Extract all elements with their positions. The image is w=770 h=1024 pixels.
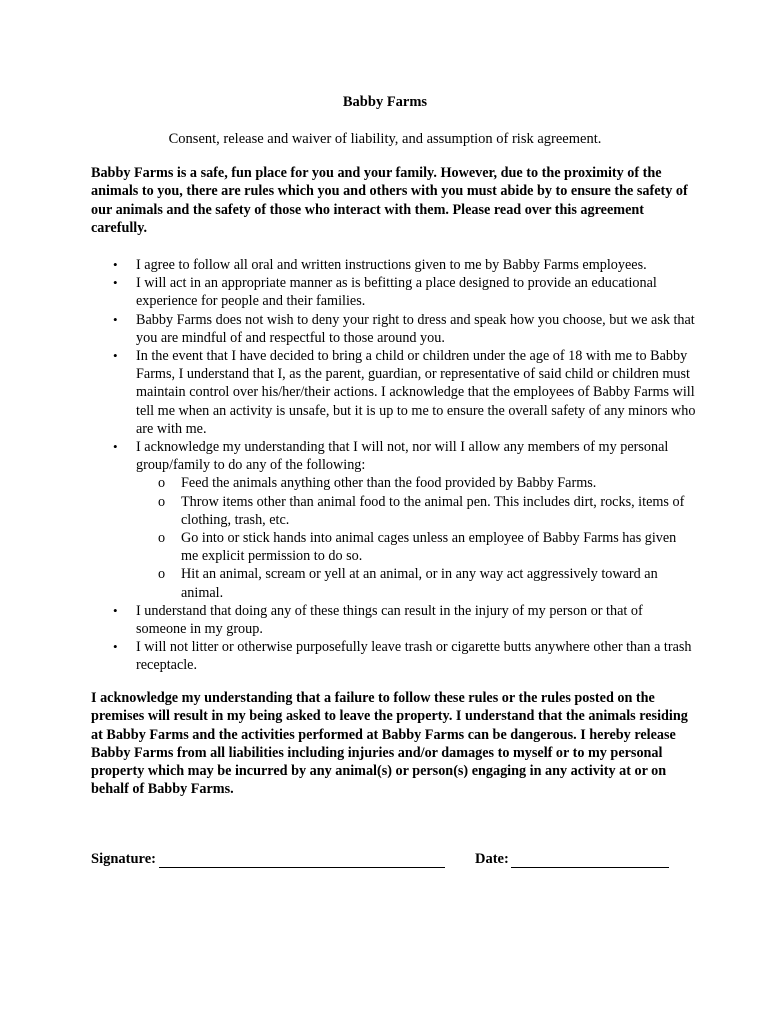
- bullet-icon: •: [113, 275, 118, 291]
- subrule-item: [158, 529, 696, 565]
- subrule-item: [158, 565, 696, 601]
- document-subtitle: Consent, release and waiver of liability, and assumption of risk agreement.: [168, 131, 602, 147]
- rule-text: I will act in an appropriate manner as is befitting a place designed to provide an educational experience for people and their families.: [136, 275, 657, 310]
- rule-item: [113, 638, 696, 674]
- circle-bullet-icon: o: [158, 493, 166, 510]
- subrules-list: [158, 474, 696, 601]
- rule-item: [113, 602, 696, 638]
- rule-item: [113, 256, 696, 274]
- rule-item: [113, 347, 696, 438]
- bullet-icon: •: [113, 439, 118, 455]
- signature-label: Signature:: [91, 851, 156, 867]
- bullet-icon: •: [113, 257, 118, 272]
- rule-text: I agree to follow all oral and written instructions given to me by Babby Farms employees.: [136, 257, 647, 273]
- circle-bullet-icon: o: [158, 530, 166, 547]
- subrule-item: [158, 493, 696, 529]
- circle-bullet-icon: o: [158, 475, 166, 492]
- rule-text: I acknowledge my understanding that I will not, nor will I allow any members of my personal group/family to do any of the following:: [136, 439, 669, 474]
- rule-text: In the event that I have decided to bring a child or children under the age of 18 with me to Babby Farms, I understand that I, as the parent, guardian, or representative of said child or children must maintain control over his/her/their actions. I acknowledge that the employees of Babby Farms will tell me when an activity is unsafe, but it is up to me to ensure the overall safety of any minors who are with me.: [136, 348, 696, 437]
- rule-item: [113, 438, 696, 602]
- rule-text: Babby Farms does not wish to deny your right to dress and speak how you choose, but we ask that you are mindful of and respectful to those around you.: [136, 311, 695, 346]
- date-label: Date:: [475, 851, 509, 867]
- bullet-icon: •: [113, 348, 118, 364]
- signature-line[interactable]: [159, 867, 445, 868]
- closing-paragraph: I acknowledge my understanding that a failure to follow these rules or the rules posted on the premises will result in my being asked to leave the property. I understand that the animals residing at Babby Farms and the activities performed at Babby Farms can be dangerous. I hereby release Babby Farms from all liabilities including injuries and/or damages to myself or to my personal property which may be incurred by any animal(s) or person(s) engaging in any activity at or on behalf of Babby Farms.: [91, 690, 688, 798]
- rule-text: I will not litter or otherwise purposefully leave trash or cigarette butts anywhere other than a trash receptacle.: [136, 639, 692, 674]
- rule-item: [113, 311, 696, 347]
- rule-item: [113, 274, 696, 310]
- bullet-icon: •: [113, 602, 118, 618]
- subrule-text: Go into or stick hands into animal cages unless an employee of Babby Farms has given me explicit permission to do so.: [181, 530, 677, 565]
- subrule-text: Throw items other than animal food to the animal pen. This includes dirt, rocks, items of clothing, trash, etc.: [181, 493, 685, 528]
- circle-bullet-icon: o: [158, 566, 166, 583]
- subrule-text: Feed the animals anything other than the food provided by Babby Farms.: [181, 475, 597, 492]
- subrule-text: Hit an animal, scream or yell at an animal, or in any way act aggressively toward an animal.: [181, 566, 658, 601]
- bullet-icon: •: [113, 639, 118, 655]
- subrule-item: [158, 474, 696, 492]
- bullet-icon: •: [113, 311, 118, 327]
- document-title: Babby Farms: [342, 94, 428, 110]
- intro-paragraph: Babby Farms is a safe, fun place for you and your family. However, due to the proximity of the animals to you, there are rules which you and others with you must abide by to ensure the safety of our animals and the safety of those who interact with them. Please read over this agreement carefully.: [91, 165, 688, 236]
- date-line[interactable]: [511, 867, 669, 868]
- rule-text: I understand that doing any of these things can result in the injury of my person or that of someone in my group.: [136, 602, 643, 638]
- rules-list: [113, 256, 696, 675]
